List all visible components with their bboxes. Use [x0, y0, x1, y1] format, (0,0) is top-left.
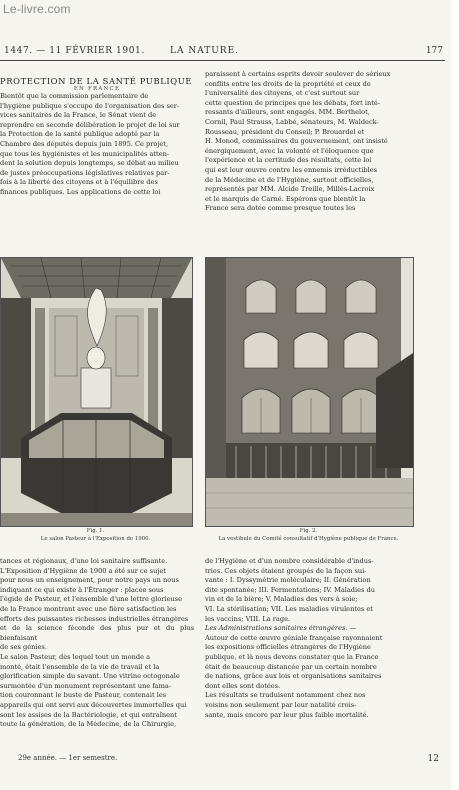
text-line: de l'Hygiène et d'un nombre considérable d'indus- [205, 557, 374, 565]
text-line: glorification simple du savant. Une vitrine octogonale [0, 672, 180, 681]
figure-2-number: Fig. 2. [299, 528, 318, 534]
figure-1-caption: Le salon Pasteur à l'Exposition de 1900. [40, 536, 151, 542]
text-line: l'expérience et la certitude des résultats, cette loi [205, 156, 372, 165]
text-line: H. Monod, commissaires du gouvernement, ont insisté [205, 137, 388, 146]
text-line: de justes préoccupations législatives relatives par- [0, 168, 170, 177]
column-left-bottom [0, 557, 194, 730]
article-subtitle: EN FRANCE [73, 86, 121, 92]
text-line: appareils qui ont servi aux découvertes immortelles qui [0, 700, 187, 709]
figure-1-number: Fig. 1. [86, 528, 105, 534]
header-issue: 1447. — 11 FÉVRIER 1901. [4, 46, 145, 56]
text-line: que tous les hygiénistes et les municipalités atten- [0, 149, 170, 158]
text-line: France sera dotée comme presque toutes les [205, 204, 356, 213]
header-rule [0, 60, 445, 61]
text-line: reprendre en seconde délibération le projet de loi sur [0, 120, 180, 129]
text-line: sont les assises de la Bactériologie, et qui entraînent [0, 710, 177, 719]
text-line: fois à la liberté des citoyens et à l'équilibre des [0, 178, 158, 187]
text-line: surmontée d'un monument représentant une fama- [0, 681, 171, 690]
engraving-vestibule [206, 258, 413, 526]
figure-vestibule [205, 257, 414, 527]
text-line: ressants d'ailleurs, sont engagés. MM. Berthelot, [205, 108, 370, 117]
text-line: l'égide de Pasteur, et l'ensemble d'une lettre glorieuse [0, 595, 183, 604]
text-line: dite spontanée; III. Fermentations; IV. Maladies du [205, 585, 375, 594]
text-line: conflits entre les droits de la propriété et ceux de [205, 79, 371, 88]
text-line: de la France montrant avec une fière satisfaction les [0, 604, 177, 613]
text-line: représentés par MM. Alcide Treille, Millès-Lacroix [205, 185, 375, 194]
watermark: Le-livre.com [3, 2, 71, 16]
text-line: les vaccins; VIII. La rage. [205, 614, 291, 623]
page-footer [0, 754, 455, 768]
figure-pasteur-salon [0, 257, 193, 527]
section-heading: Les Administrations sanitaires étrangères. — [205, 624, 357, 633]
text-line: vante : I. Dyssymétrie moléculaire; II. Génération [205, 576, 371, 585]
text-line: publique, et là nous devons constater que la France [205, 652, 379, 661]
text-line: tion couronnant le buste de Pasteur, contenait les [0, 691, 167, 700]
text-line: l'universalité des citoyens, et c'est surtout sur [205, 89, 360, 98]
header-journal: LA NATURE. [170, 46, 240, 56]
text-line: dent la solution depuis longtemps, se débat au milieu [0, 159, 179, 168]
text-line: qui est leur œuvre contre les ennemis irréductibles [205, 165, 378, 174]
text-line: Bientôt que la commission parlementaire de [0, 92, 149, 100]
article-title: PROTECTION DE LA SANTÉ PUBLIQUE [0, 76, 193, 86]
text-line: sante, mais encore par leur plus faible mortalité. [205, 710, 369, 719]
figure-2-caption: La vestibule du Comité consultatif d'Hygiène publique de France. [218, 536, 399, 542]
text-line: Le salon Pasteur, dès lequel tout un monde a [0, 652, 150, 661]
column-right-top [205, 70, 413, 214]
text-line: cette question de principes que les débats, fort inté- [205, 98, 380, 107]
text-line: vices sanitaires de la France, le Sénat vient de [0, 111, 157, 120]
text-line: voisins non seulement par leur natalité crois- [205, 700, 357, 709]
text-line: finances publiques. Les applications de cette loi [0, 187, 161, 196]
running-head [0, 46, 455, 60]
page-edge [451, 0, 459, 790]
text-line: paraissent à certains esprits devoir soulever de sérieux [205, 70, 391, 78]
text-line: Rousseau, président du Conseil; P. Brouardel et [205, 127, 365, 136]
text-line: la Protection de la santé publique adopté par la [0, 130, 160, 139]
text-line: pour nous un enseignement, pour notre pays un nous [0, 576, 179, 585]
text-line: monté, était l'ensemble de la vie de travail et la [0, 662, 160, 671]
column-right-bottom [205, 557, 413, 720]
text-line: VI. La stérilisation; VII. Les maladies virulentes et [205, 604, 373, 613]
text-line: dont elles sont dotées. [205, 681, 281, 690]
text-line: Chambre des députés depuis juin 1895. Ce projet, [0, 139, 169, 148]
text-line: était de beaucoup distancée par un certain nombre [205, 662, 377, 671]
text-line: Autour de cette œuvre géniale française rayonnaient [205, 633, 383, 642]
text-line: indiquant ce qui existe à l'Étranger : placée sous [0, 585, 164, 594]
text-line: de la Médecine et de l'Hygiène, surtout officielles, [205, 175, 374, 184]
text-line: tances et régionaux, d'une loi sanitaire suffisante. [0, 557, 168, 565]
engraving-pasteur-salon [1, 258, 192, 526]
text-line: Les résultats se traduisent notamment chez nos [205, 691, 366, 700]
text-line: efforts des puissantes richesses industrielles étrangères [0, 614, 189, 623]
text-line: tries. Ces objets étaient groupés de la façon sui- [205, 566, 367, 575]
text-line: de nations, grâce aux lois et organisations sanitaires [205, 672, 382, 681]
header-page-number: 177 [425, 46, 443, 56]
footer-volume: 29e année. — 1er semestre. [18, 754, 118, 762]
footer-signature: 12 [427, 754, 439, 764]
text-line: énergiquement, avec la volonté et l'éloquence que [205, 146, 374, 155]
text-line: et le marquis de Carné. Espérons que bientôt la [205, 194, 366, 203]
text-line: vin et de la bière; V. Maladies des vers à soie; [205, 595, 358, 604]
text-line: de ses génies. [0, 643, 47, 652]
text-line: l'hygiène publique s'occupe de l'organisation des ser- [0, 101, 180, 110]
text-line: L'Exposition d'Hygiène de 1900 a été sur ce sujet [0, 566, 166, 575]
text-line: toute la génération, de la Médecine, de la Chirurgie, [0, 720, 177, 729]
column-left-top [0, 92, 194, 198]
text-line: les expositions officielles étrangères de l'Hygiène [205, 643, 371, 652]
text-line: et de la science féconde des plus pur et du plus bienfaisant [0, 624, 194, 642]
text-line: Cornil, Paul Strauss, Labbé, sénateurs, M. Waldeck- [205, 117, 379, 126]
